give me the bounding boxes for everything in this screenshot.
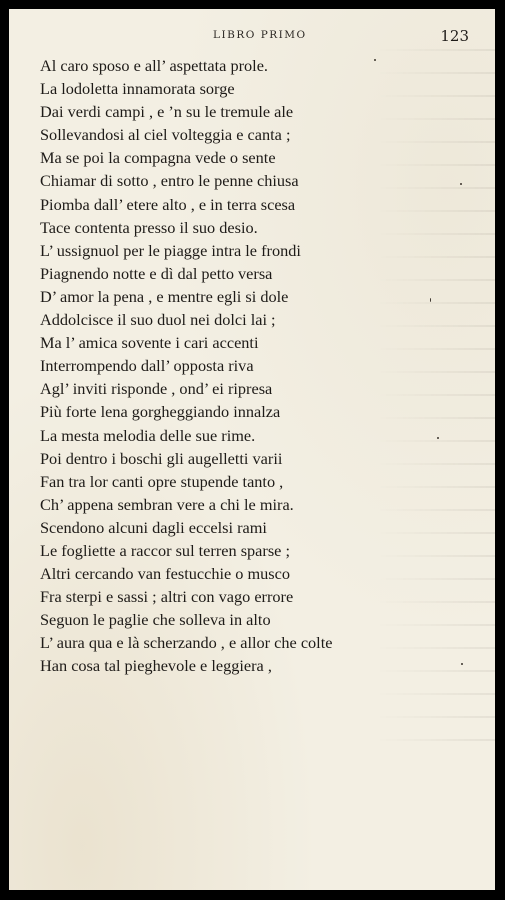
verse-line: Tace contenta presso il suo desio. — [40, 217, 258, 237]
running-head-title: LIBRO PRIMO — [213, 29, 307, 41]
verse-line: Altri cercando van festucchie o musco — [40, 564, 290, 584]
verse-line: Piomba dall’ etere alto , e in terra scesa — [40, 194, 296, 214]
verse-line: Interrompendo dall’ opposta riva — [40, 356, 254, 376]
verse-line: Seguon le paglie che solleva in alto — [40, 610, 271, 630]
verse-line: Agl’ inviti risponde , ond’ ei ripresa — [40, 379, 273, 399]
verse-line: La lodoletta innamorata sorge — [40, 79, 235, 99]
verse-line: Al caro sposo e all’ aspettata prole. — [40, 56, 269, 75]
ink-speck — [437, 437, 439, 439]
ink-speck — [430, 298, 431, 302]
verse-line: Addolcisce il suo duol nei dolci lai ; — [40, 310, 276, 330]
verse-line: L’ ussignuol per le piagge intra le frondi — [40, 240, 301, 260]
verse-line: Più forte lena gorgheggiando innalza — [40, 402, 281, 422]
ink-speck — [374, 59, 376, 61]
verse-line: Fan tra lor canti opre stupende tanto , — [40, 471, 284, 491]
verse-line: Fra sterpi e sassi ; altri con vago errore — [40, 587, 294, 607]
verse-line: Piagnendo notte e dì dal petto versa — [40, 263, 273, 283]
verse-line: D’ amor la pena , e mentre egli si dole — [40, 286, 289, 306]
verse-line: Chiamar di sotto , entro le penne chiusa — [40, 171, 299, 191]
ink-speck — [461, 663, 463, 665]
verse-line: Ch’ appena sembran vere a chi le mira. — [40, 494, 294, 514]
verse-line: Dai verdi campi , e ’n su le tremule ale — [40, 102, 294, 122]
page-number: 123 — [440, 27, 469, 45]
book-page — [9, 9, 495, 890]
verse-line: Sollevandosi al ciel volteggia e canta ; — [40, 125, 291, 145]
show-through-text — [375, 49, 495, 749]
verse-line: Han cosa tal pieghevole e leggiera , — [40, 656, 272, 676]
verse-block — [40, 54, 332, 678]
verse-line: Scendono alcuni dagli eccelsi rami — [40, 517, 267, 537]
verse-line: Ma l’ amica sovente i cari accenti — [40, 333, 259, 353]
verse-line: Poi dentro i boschi gli augelletti varii — [40, 448, 283, 468]
verse-line: Le fogliette a raccor sul terren sparse ; — [40, 540, 290, 560]
verse-line: L’ aura qua e là scherzando , e allor che colte — [40, 633, 333, 653]
ink-speck — [460, 183, 462, 185]
running-head — [9, 27, 495, 47]
verse-line: Ma se poi la compagna vede o sente — [40, 148, 276, 168]
verse-line: La mesta melodia delle sue rime. — [40, 425, 256, 445]
